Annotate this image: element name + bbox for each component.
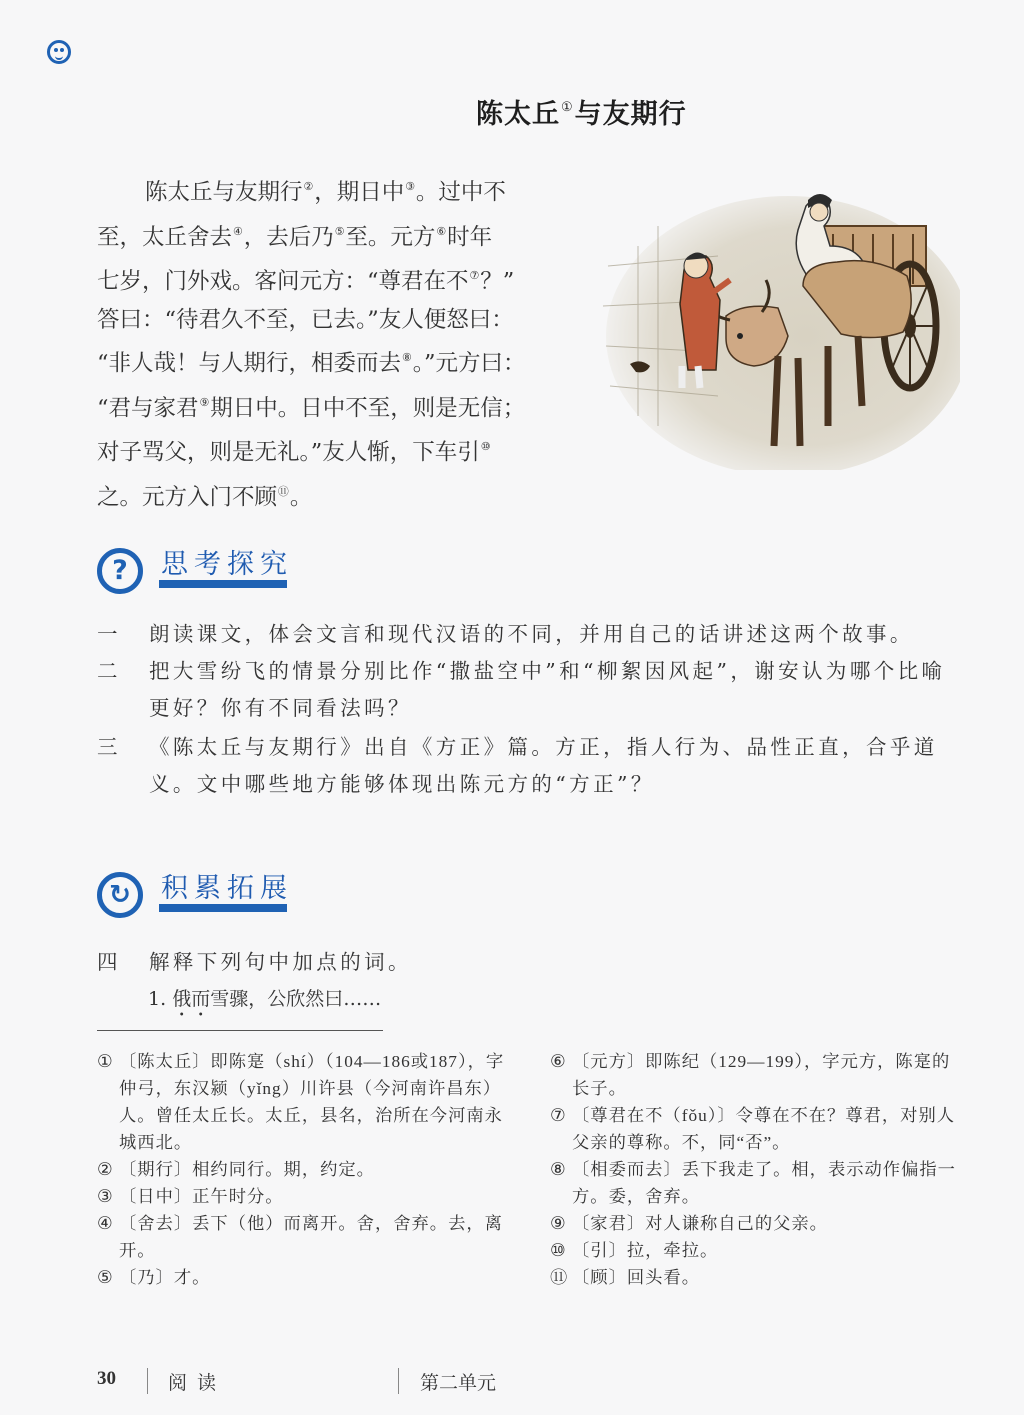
question-item: 三 《陈太丘与友期行》出自《方正》篇。方正，指人行为、品性正直，合乎道义。文中哪些地方能够体现出陈元方的“方正”？: [97, 735, 938, 796]
footnote-text: 〔家君〕对人谦称自己的父亲。: [572, 1214, 828, 1233]
passage-line: 答曰：“待君久不至，已去。”友人便怒曰：: [97, 306, 514, 333]
footer-divider: [398, 1368, 399, 1394]
footnote-item: [550, 1156, 962, 1210]
footnote-number: ⑩: [550, 1241, 566, 1260]
footnote-marker: ⑨: [199, 395, 210, 409]
page-number: 30: [97, 1368, 116, 1389]
ox-cart-illustration: [598, 186, 960, 470]
footnote-marker: ⑥: [436, 224, 447, 238]
footnote-text: 〔陈太丘〕即陈寔（shí）（104—186或187），字仲弓，东汉颍（yǐng）川许县（今河南许昌东）人。曾任太丘长。太丘，县名，治所在今河南永城西北。: [119, 1052, 505, 1152]
footnote-item: [97, 1183, 509, 1210]
section-expansion-header: [97, 872, 357, 926]
exercise-sub-item: 1. 俄而雪骤，公欣然曰……: [148, 988, 382, 1010]
footnote-number: ⑤: [97, 1268, 113, 1287]
footnote-item: [97, 1048, 509, 1156]
footnote-text: 〔引〕拉，牵拉。: [572, 1241, 719, 1260]
footnotes-right: [550, 1048, 962, 1291]
section-title: 思考探究: [161, 549, 293, 580]
footnote-item: [550, 1237, 962, 1264]
footnote-marker: ④: [233, 224, 243, 238]
passage-line: “非人哉！与人期行，相委而去⑧。”元方曰：: [97, 351, 526, 378]
lesson-title: 陈太丘①与友期行: [476, 99, 687, 130]
footer-divider: [147, 1368, 148, 1394]
smiley-icon: [47, 40, 71, 64]
passage-line: 七岁，门外戏。客问元方：“尊君在不⑦？”: [97, 268, 515, 295]
footnote-number: ⑦: [550, 1106, 566, 1125]
footnote-item: [550, 1264, 962, 1291]
footnote-text: 〔期行〕相约同行。期，约定。: [119, 1160, 375, 1179]
passage-line: 陈太丘与友期行②，期日中③。过中不: [145, 179, 506, 206]
section-title: 积累拓展: [161, 873, 293, 904]
passage-line: 至，太丘舍去④，去后乃⑤至。元方⑥时年: [97, 224, 493, 251]
footnote-item: [97, 1264, 509, 1291]
footnote-text: 〔日中〕正午时分。: [119, 1187, 284, 1206]
footnote-number: ③: [97, 1187, 113, 1206]
footnote-marker: ⑤: [334, 224, 345, 238]
question-item: 四 解释下列句中加点的词。: [97, 950, 412, 974]
footnote-number: ⑥: [550, 1052, 566, 1071]
question-item: 二 把大雪纷飞的情景分别比作“撒盐空中”和“柳絮因风起”，谢安认为哪个比喻更好？你有不同看法吗？: [97, 659, 946, 720]
passage-line: 之。元方入门不顾⑪。: [97, 484, 313, 511]
footnote-marker: ⑩: [480, 440, 491, 454]
footnote-number: ⑪: [550, 1268, 568, 1287]
dotted-word: 俄而: [172, 988, 211, 1010]
footnote-number: ②: [97, 1160, 113, 1179]
footnote-text: 〔元方〕即陈纪（129—199），字元方，陈寔的长子。: [572, 1052, 951, 1098]
footnote-number: ⑨: [550, 1214, 566, 1233]
footnote-marker: ⑦: [469, 269, 480, 283]
footnote-item: [550, 1210, 962, 1237]
footnote-text: 〔顾〕回头看。: [572, 1268, 700, 1287]
footnote-marker: ②: [303, 180, 314, 193]
footer-unit: 第二单元: [420, 1372, 497, 1394]
footnote-text: 〔相委而去〕丢下我走了。相，表示动作偏指一方。委，舍弃。: [572, 1160, 956, 1206]
section-thinking-header: [97, 548, 357, 602]
footnote-marker: ⑧: [402, 351, 412, 365]
section-underline: [159, 580, 287, 588]
footnotes-left: [97, 1048, 509, 1291]
section-underline: [159, 904, 287, 912]
footnote-text: 〔乃〕才。: [119, 1268, 211, 1287]
footnote-number: ⑧: [550, 1160, 566, 1179]
passage-text: [97, 168, 567, 517]
footnote-number: ①: [97, 1052, 113, 1071]
footnote-text: 〔舍去〕丢下（他）而离开。舍，舍弃。去，离开。: [119, 1214, 503, 1260]
question-item: 一 朗读课文，体会文言和现代汉语的不同，并用自己的话讲述这两个故事。: [97, 622, 914, 646]
footnote-divider: [97, 1030, 383, 1031]
footnote-marker: ③: [405, 180, 415, 193]
footer-section: 阅 读: [168, 1372, 219, 1394]
footnote-item: [550, 1048, 962, 1102]
footnote-item: [550, 1102, 962, 1156]
footnote-marker: ⑪: [278, 484, 289, 498]
footnote-text: 〔尊君在不（fǒu）〕令尊在不在？尊君，对别人父亲的尊称。不，同“否”。: [572, 1106, 956, 1152]
question-mark-icon: ?: [97, 548, 143, 594]
refresh-arrow-icon: ↻: [97, 872, 143, 918]
footnote-number: ④: [97, 1214, 113, 1233]
footnote-item: [97, 1156, 509, 1183]
footnote-item: [97, 1210, 509, 1264]
passage-line: 对子骂父，则是无礼。”友人惭，下车引⑩: [97, 440, 491, 467]
passage-line: “君与家君⑨期日中。日中不至，则是无信；: [97, 395, 526, 422]
